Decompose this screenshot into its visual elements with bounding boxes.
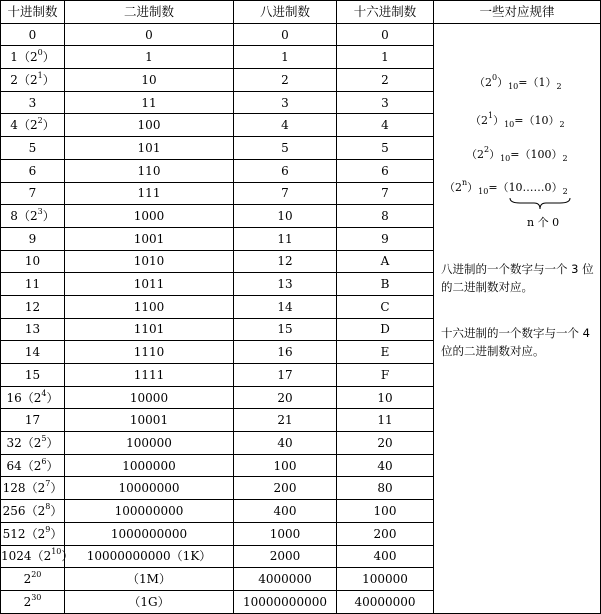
octal-value: 12 bbox=[277, 254, 293, 269]
decimal-value: 15 bbox=[24, 367, 41, 382]
hex-cell bbox=[337, 69, 434, 92]
hex-cell bbox=[337, 386, 434, 409]
hex-note: 十六进制的一个数字与一个 4 位的二进制数对应。 bbox=[441, 325, 590, 358]
paren-close: ） bbox=[42, 50, 55, 65]
paren-close: ） bbox=[50, 503, 63, 518]
hex-value: 80 bbox=[377, 481, 393, 496]
hex-cell bbox=[337, 295, 434, 318]
base-two: 2 bbox=[33, 435, 42, 450]
decimal-value: 5 bbox=[28, 140, 37, 155]
hex-value: 1 bbox=[381, 50, 389, 65]
binary-value: 1011 bbox=[133, 277, 165, 292]
octal-value: 4 bbox=[281, 118, 289, 133]
decimal-value: 1024 bbox=[1, 549, 32, 564]
base-two: 2 bbox=[23, 572, 32, 587]
power-exponent: 5 bbox=[41, 433, 47, 443]
paren-close: ） bbox=[50, 481, 63, 496]
binary-value: 1 bbox=[145, 50, 153, 65]
rule-formula: $(2^2)_{10}=(100)_2$ bbox=[466, 145, 568, 163]
hex-value: 6 bbox=[381, 163, 389, 178]
decimal-cell bbox=[1, 227, 65, 250]
base-two: 2 bbox=[29, 72, 38, 87]
octal-cell bbox=[234, 500, 337, 523]
octal-value: 14 bbox=[277, 299, 293, 314]
rule-subscript: 10 bbox=[478, 186, 489, 196]
binary-cell bbox=[65, 137, 234, 160]
power-exponent: 10 bbox=[51, 547, 62, 557]
decimal-cell bbox=[1, 250, 65, 273]
hex-cell bbox=[337, 364, 434, 387]
decimal-cell bbox=[1, 23, 65, 46]
hex-value: 400 bbox=[373, 549, 397, 564]
header-rules: 一些对应规律 bbox=[434, 1, 601, 24]
rules-panel bbox=[434, 24, 600, 613]
binary-cell bbox=[65, 227, 234, 250]
hex-cell bbox=[337, 432, 434, 455]
decimal-cell bbox=[1, 409, 65, 432]
binary-value: 1001 bbox=[133, 231, 165, 246]
paren-open: （ bbox=[21, 435, 34, 450]
binary-value: 11 bbox=[141, 95, 157, 110]
hex-value: 8 bbox=[381, 209, 389, 224]
binary-value: 1110 bbox=[133, 345, 165, 360]
binary-cell bbox=[65, 250, 234, 273]
hex-cell bbox=[337, 23, 434, 46]
decimal-value: 0 bbox=[28, 27, 37, 42]
decimal-value: 14 bbox=[24, 345, 41, 360]
power-exponent: 20 bbox=[31, 570, 42, 580]
decimal-value: 1 bbox=[10, 50, 18, 65]
header-hex: 十六进制数 bbox=[337, 1, 434, 24]
decimal-cell bbox=[1, 137, 65, 160]
decimal-cell bbox=[1, 522, 65, 545]
octal-value: 40 bbox=[277, 435, 293, 450]
hex-cell bbox=[337, 500, 434, 523]
binary-cell bbox=[65, 341, 234, 364]
binary-value: 10000000000（1K） bbox=[86, 549, 212, 564]
binary-value: 1000 bbox=[133, 209, 165, 224]
hex-value: C bbox=[380, 299, 390, 314]
rule-value: 1 bbox=[538, 75, 546, 89]
hex-cell bbox=[337, 545, 434, 568]
hex-value: 0 bbox=[381, 27, 389, 42]
octal-value: 10000000000 bbox=[243, 594, 327, 609]
rule-exponent: 1 bbox=[488, 111, 494, 121]
hex-cell bbox=[337, 590, 434, 613]
rule-tail: 2 bbox=[559, 119, 565, 129]
hex-value: 3 bbox=[381, 95, 389, 110]
binary-cell bbox=[65, 318, 234, 341]
hex-cell bbox=[337, 250, 434, 273]
paren-open: （ bbox=[17, 118, 30, 133]
rule-exponent: 0 bbox=[492, 73, 498, 83]
octal-cell bbox=[234, 364, 337, 387]
hex-value: B bbox=[380, 277, 390, 292]
octal-cell bbox=[234, 318, 337, 341]
hex-cell bbox=[337, 114, 434, 137]
header-binary: 二进制数 bbox=[65, 1, 234, 24]
hex-value: 2 bbox=[381, 72, 389, 87]
decimal-cell bbox=[1, 318, 65, 341]
rule-tail: 2 bbox=[562, 153, 568, 163]
rule-subscript: 10 bbox=[508, 81, 519, 91]
binary-value: 10000 bbox=[129, 390, 169, 405]
decimal-cell bbox=[1, 432, 65, 455]
octal-value: 20 bbox=[277, 390, 293, 405]
octal-value: 2 bbox=[281, 72, 289, 87]
decimal-value: 2 bbox=[10, 72, 18, 87]
decimal-value: 17 bbox=[24, 413, 41, 428]
octal-value: 200 bbox=[273, 481, 297, 496]
binary-cell bbox=[65, 69, 234, 92]
decimal-cell bbox=[1, 205, 65, 228]
octal-cell bbox=[234, 545, 337, 568]
decimal-cell bbox=[1, 477, 65, 500]
base-two: 2 bbox=[37, 526, 46, 541]
paren-open: （ bbox=[31, 549, 44, 564]
octal-value: 15 bbox=[277, 322, 293, 337]
octal-value: 13 bbox=[277, 277, 293, 292]
binary-cell bbox=[65, 432, 234, 455]
power-exponent: 2 bbox=[37, 116, 43, 126]
hex-cell bbox=[337, 522, 434, 545]
decimal-cell bbox=[1, 46, 65, 69]
hex-cell bbox=[337, 205, 434, 228]
octal-cell bbox=[234, 454, 337, 477]
binary-cell bbox=[65, 409, 234, 432]
table-row bbox=[1, 23, 601, 46]
binary-cell bbox=[65, 568, 234, 591]
binary-cell bbox=[65, 545, 234, 568]
octal-value: 7 bbox=[281, 186, 289, 201]
octal-cell bbox=[234, 250, 337, 273]
base-two: 2 bbox=[29, 50, 38, 65]
power-exponent: 4 bbox=[41, 388, 47, 398]
octal-cell bbox=[234, 522, 337, 545]
binary-value: 0 bbox=[145, 27, 153, 42]
decimal-cell bbox=[1, 364, 65, 387]
octal-value: 1 bbox=[281, 50, 289, 65]
binary-cell bbox=[65, 454, 234, 477]
decimal-value: 13 bbox=[24, 322, 41, 337]
decimal-cell bbox=[1, 91, 65, 114]
hex-value: D bbox=[380, 322, 390, 337]
hex-value: 7 bbox=[381, 186, 389, 201]
hex-value: 20 bbox=[377, 435, 393, 450]
octal-value: 400 bbox=[273, 503, 297, 518]
paren-close: ） bbox=[46, 435, 59, 450]
binary-value: 1100 bbox=[133, 299, 165, 314]
binary-cell bbox=[65, 522, 234, 545]
octal-value: 3 bbox=[281, 95, 289, 110]
paren-open: （ bbox=[25, 503, 38, 518]
octal-cell bbox=[234, 295, 337, 318]
binary-cell bbox=[65, 182, 234, 205]
rule-value: 100 bbox=[530, 147, 552, 161]
hex-cell bbox=[337, 341, 434, 364]
octal-value: 1000 bbox=[269, 526, 301, 541]
paren-open: （ bbox=[21, 458, 34, 473]
octal-value: 5 bbox=[281, 140, 289, 155]
rule-subscript: 10 bbox=[500, 153, 511, 163]
octal-cell bbox=[234, 341, 337, 364]
octal-cell bbox=[234, 69, 337, 92]
octal-value: 11 bbox=[277, 231, 293, 246]
binary-value: 101 bbox=[137, 140, 161, 155]
base-two: 2 bbox=[33, 458, 42, 473]
octal-value: 6 bbox=[281, 163, 289, 178]
hex-value: 11 bbox=[377, 413, 393, 428]
binary-cell bbox=[65, 477, 234, 500]
power-exponent: 3 bbox=[37, 207, 43, 217]
binary-cell bbox=[65, 386, 234, 409]
decimal-cell bbox=[1, 454, 65, 477]
paren-open: （ bbox=[25, 481, 38, 496]
paren-open: （ bbox=[25, 526, 38, 541]
octal-note: 八进制的一个数字与一个 3 位的二进制数对应。 bbox=[441, 261, 594, 294]
hex-cell bbox=[337, 182, 434, 205]
rule-exponent: n bbox=[462, 178, 468, 188]
binary-value: 1111 bbox=[133, 367, 165, 382]
decimal-value: 32 bbox=[6, 435, 22, 450]
base-two: 2 bbox=[33, 390, 42, 405]
octal-cell bbox=[234, 91, 337, 114]
binary-cell bbox=[65, 23, 234, 46]
octal-cell bbox=[234, 273, 337, 296]
rules-column bbox=[434, 23, 601, 613]
octal-value: 100 bbox=[273, 458, 297, 473]
octal-value: 0 bbox=[281, 27, 289, 42]
binary-value: 10000000 bbox=[118, 481, 180, 496]
rule-formula: $(2^0)_{10}=(1)_2$ bbox=[474, 73, 562, 91]
rule-formula: $(2^n)_{10}=(10\dots\dots 0)_2$ bbox=[444, 178, 568, 196]
decimal-value: 256 bbox=[2, 503, 26, 518]
decimal-value: 6 bbox=[28, 163, 37, 178]
binary-value: 100 bbox=[137, 118, 161, 133]
hex-value: 40000000 bbox=[354, 594, 416, 609]
binary-cell bbox=[65, 273, 234, 296]
decimal-value: 16 bbox=[6, 390, 22, 405]
decimal-cell bbox=[1, 114, 65, 137]
hex-cell bbox=[337, 318, 434, 341]
octal-cell bbox=[234, 409, 337, 432]
hex-value: 100000 bbox=[362, 572, 408, 587]
hex-value: 5 bbox=[381, 140, 389, 155]
brace-icon bbox=[508, 197, 572, 211]
paren-close: ） bbox=[50, 526, 63, 541]
octal-cell bbox=[234, 205, 337, 228]
power-exponent: 8 bbox=[45, 501, 51, 511]
decimal-value: 128 bbox=[2, 481, 26, 496]
octal-cell bbox=[234, 477, 337, 500]
binary-value: 100000 bbox=[126, 435, 172, 450]
paren-close: ） bbox=[46, 458, 59, 473]
octal-cell bbox=[234, 227, 337, 250]
binary-value: 1101 bbox=[133, 322, 165, 337]
paren-close: ） bbox=[61, 549, 74, 564]
binary-value: 10 bbox=[141, 72, 157, 87]
binary-value: 1000000000 bbox=[110, 526, 188, 541]
octal-cell bbox=[234, 46, 337, 69]
hex-cell bbox=[337, 159, 434, 182]
power-exponent: 30 bbox=[31, 592, 42, 602]
rule-tail: 2 bbox=[556, 81, 562, 91]
hex-value: E bbox=[380, 345, 390, 360]
power-exponent: 6 bbox=[41, 456, 47, 466]
octal-value: 4000000 bbox=[258, 572, 312, 587]
hex-value: 40 bbox=[377, 458, 393, 473]
paren-open: （ bbox=[17, 72, 30, 87]
header-octal: 八进制数 bbox=[234, 1, 337, 24]
hex-cell bbox=[337, 454, 434, 477]
base-two: 2 bbox=[43, 549, 52, 564]
hex-cell bbox=[337, 477, 434, 500]
base-two: 2 bbox=[29, 118, 38, 133]
hex-cell bbox=[337, 409, 434, 432]
binary-cell bbox=[65, 205, 234, 228]
paren-close: ） bbox=[42, 209, 55, 224]
paren-open: （ bbox=[17, 50, 30, 65]
paren-close: ） bbox=[46, 390, 59, 405]
decimal-value: 11 bbox=[24, 277, 41, 292]
paren-close: ） bbox=[42, 118, 55, 133]
binary-cell bbox=[65, 114, 234, 137]
hex-value: A bbox=[380, 254, 390, 269]
hex-cell bbox=[337, 568, 434, 591]
n-zeros-label: n 个 0 bbox=[527, 215, 560, 229]
decimal-cell bbox=[1, 273, 65, 296]
decimal-cell bbox=[1, 69, 65, 92]
hex-value: 100 bbox=[373, 503, 397, 518]
decimal-value: 4 bbox=[10, 118, 18, 133]
decimal-value: 9 bbox=[28, 231, 37, 246]
paren-close: ） bbox=[42, 72, 55, 87]
decimal-cell bbox=[1, 182, 65, 205]
power-exponent: 7 bbox=[45, 479, 51, 489]
decimal-value: 10 bbox=[24, 254, 41, 269]
base-two: 2 bbox=[23, 594, 32, 609]
power-exponent: 0 bbox=[37, 48, 43, 58]
binary-cell bbox=[65, 364, 234, 387]
octal-value: 21 bbox=[277, 413, 293, 428]
rule-formula: $(2^1)_{10}=(10)_2$ bbox=[470, 111, 565, 129]
base-two: 2 bbox=[37, 503, 46, 518]
binary-value: 1010 bbox=[133, 254, 165, 269]
binary-value: （1M） bbox=[127, 572, 171, 587]
paren-open: （ bbox=[21, 390, 34, 405]
binary-value: 1000000 bbox=[122, 458, 176, 473]
rule-exponent: 2 bbox=[484, 145, 490, 155]
octal-value: 17 bbox=[277, 367, 293, 382]
binary-value: （1G） bbox=[128, 594, 170, 609]
binary-cell bbox=[65, 295, 234, 318]
decimal-cell bbox=[1, 590, 65, 613]
hex-value: 200 bbox=[373, 526, 397, 541]
binary-cell bbox=[65, 46, 234, 69]
decimal-cell bbox=[1, 500, 65, 523]
hex-value: F bbox=[380, 367, 390, 382]
decimal-cell bbox=[1, 295, 65, 318]
decimal-value: 8 bbox=[10, 209, 18, 224]
decimal-cell bbox=[1, 341, 65, 364]
octal-value: 2000 bbox=[269, 549, 301, 564]
header-row bbox=[1, 1, 601, 24]
hex-cell bbox=[337, 227, 434, 250]
decimal-value: 7 bbox=[28, 186, 37, 201]
decimal-cell bbox=[1, 568, 65, 591]
rule-value: 10 bbox=[534, 113, 549, 127]
binary-value: 111 bbox=[137, 186, 161, 201]
decimal-value: 12 bbox=[24, 299, 41, 314]
octal-cell bbox=[234, 23, 337, 46]
hex-cell bbox=[337, 137, 434, 160]
octal-value: 10 bbox=[277, 209, 293, 224]
octal-cell bbox=[234, 114, 337, 137]
octal-cell bbox=[234, 159, 337, 182]
octal-cell bbox=[234, 568, 337, 591]
paren-open: （ bbox=[17, 209, 30, 224]
decimal-value: 512 bbox=[2, 526, 26, 541]
decimal-cell bbox=[1, 159, 65, 182]
binary-cell bbox=[65, 590, 234, 613]
power-exponent: 1 bbox=[37, 70, 43, 80]
decimal-cell bbox=[1, 386, 65, 409]
base-two: 2 bbox=[37, 481, 46, 496]
binary-value: 100000000 bbox=[114, 503, 184, 518]
base-two: 2 bbox=[29, 209, 38, 224]
decimal-cell bbox=[1, 545, 74, 568]
power-exponent: 9 bbox=[45, 524, 51, 534]
octal-cell bbox=[234, 432, 337, 455]
octal-cell bbox=[234, 182, 337, 205]
binary-cell bbox=[65, 159, 234, 182]
binary-cell bbox=[65, 91, 234, 114]
rule-subscript: 10 bbox=[504, 119, 515, 129]
hex-cell bbox=[337, 91, 434, 114]
binary-cell bbox=[65, 500, 234, 523]
hex-value: 4 bbox=[381, 118, 389, 133]
header-decimal: 十进制数 bbox=[1, 1, 65, 24]
rule-value: 10……0 bbox=[508, 180, 552, 194]
binary-value: 110 bbox=[137, 163, 161, 178]
octal-cell bbox=[234, 386, 337, 409]
hex-value: 9 bbox=[381, 231, 389, 246]
octal-value: 16 bbox=[277, 345, 293, 360]
rule-tail: 2 bbox=[562, 186, 568, 196]
decimal-value: 3 bbox=[28, 95, 37, 110]
hex-cell bbox=[337, 46, 434, 69]
binary-value: 10001 bbox=[129, 413, 169, 428]
octal-cell bbox=[234, 590, 337, 613]
decimal-value: 64 bbox=[6, 458, 22, 473]
octal-cell bbox=[234, 137, 337, 160]
hex-cell bbox=[337, 273, 434, 296]
hex-value: 10 bbox=[377, 390, 393, 405]
